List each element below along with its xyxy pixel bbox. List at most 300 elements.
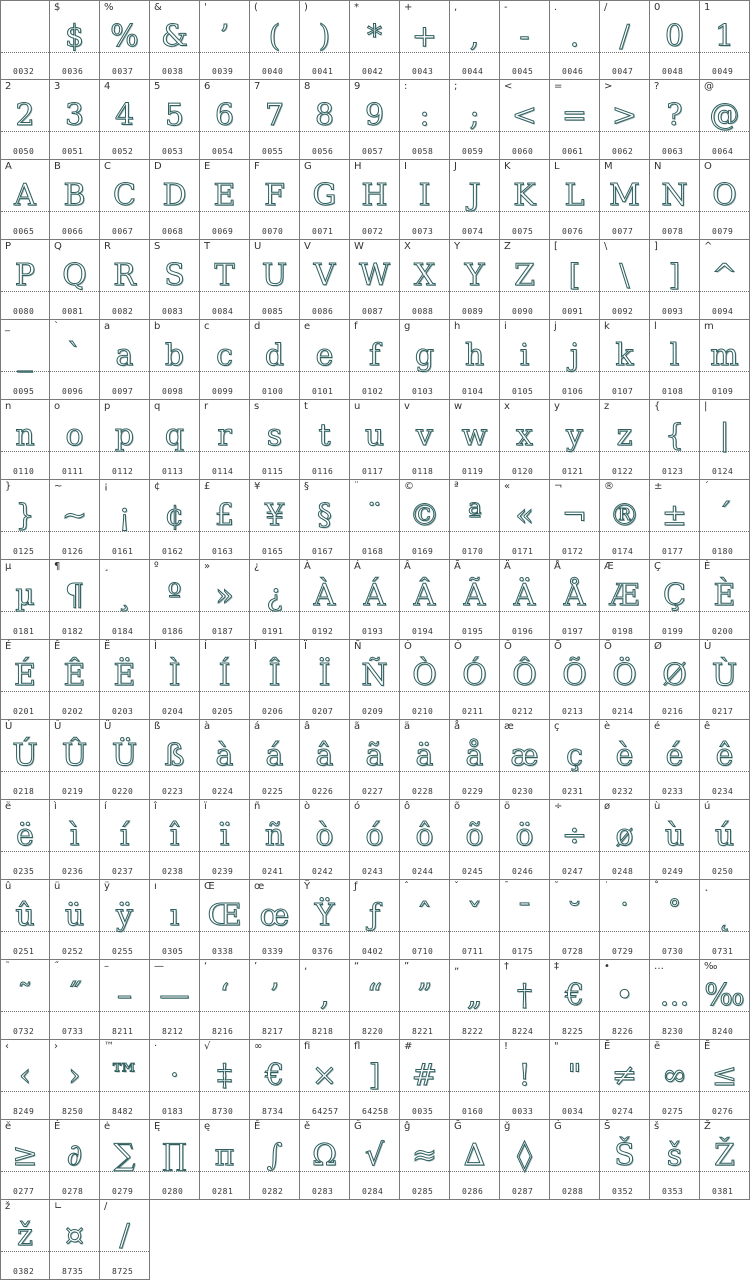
glyph-code: 0042 xyxy=(362,67,384,76)
glyph-code: 0183 xyxy=(162,1107,184,1116)
glyph-preview: 8 xyxy=(314,98,335,133)
glyph-label: æ xyxy=(504,721,514,732)
glyph-code: 0730 xyxy=(662,947,684,956)
glyph-label: W xyxy=(354,241,364,252)
glyph-label: r xyxy=(204,401,209,412)
glyph-code: 0038 xyxy=(162,67,184,76)
glyph-code: 0728 xyxy=(562,947,584,956)
glyph-cell xyxy=(600,560,650,640)
glyph-cell xyxy=(400,0,450,80)
glyph-label: + xyxy=(404,2,413,13)
glyph-label: x xyxy=(504,401,510,412)
glyph-code: 0048 xyxy=(662,67,684,76)
glyph-label: â xyxy=(304,721,311,732)
glyph-cell xyxy=(0,1120,50,1200)
glyph-preview: x xyxy=(516,418,533,453)
glyph-code: 0174 xyxy=(612,547,634,556)
glyph-code: 0252 xyxy=(62,947,84,956)
glyph-preview: [ xyxy=(568,258,581,293)
glyph-code: 0110 xyxy=(13,467,35,476)
glyph-cell xyxy=(700,720,750,800)
glyph-cell xyxy=(50,960,100,1040)
glyph-code: 0069 xyxy=(212,227,234,236)
glyph-label: q xyxy=(154,401,161,412)
glyph-preview: ’ xyxy=(219,19,230,54)
glyph-label: Ĕ xyxy=(704,1041,711,1052)
glyph-code: 0232 xyxy=(612,787,634,796)
glyph-label: é xyxy=(654,721,661,732)
glyph-preview: c xyxy=(216,338,233,373)
glyph-preview: ı xyxy=(169,898,180,933)
glyph-label: ù xyxy=(654,801,661,812)
glyph-preview: w xyxy=(461,418,488,453)
glyph-preview: 2 xyxy=(15,98,35,133)
glyph-cell xyxy=(650,1040,700,1120)
glyph-code: 0052 xyxy=(112,147,134,156)
glyph-cell xyxy=(150,800,200,880)
glyph-preview: O xyxy=(712,178,737,213)
glyph-cell xyxy=(200,1040,250,1120)
glyph-cell xyxy=(350,80,400,160)
glyph-cell xyxy=(550,80,600,160)
glyph-code: 0106 xyxy=(562,387,584,396)
glyph-label: « xyxy=(504,481,511,492)
glyph-label: S xyxy=(154,241,161,252)
glyph-preview: / xyxy=(619,19,630,54)
glyph-code: 0035 xyxy=(412,1107,434,1116)
glyph-code: 0195 xyxy=(462,627,484,636)
glyph-code: 0053 xyxy=(162,147,184,156)
glyph-cell xyxy=(600,80,650,160)
glyph-preview: Ú xyxy=(12,738,38,773)
glyph-code: 0212 xyxy=(512,707,534,716)
glyph-cell xyxy=(700,0,750,80)
glyph-label: ä xyxy=(404,721,411,732)
glyph-cell xyxy=(700,480,750,560)
glyph-label: 1 xyxy=(704,2,711,13)
glyph-code: 0210 xyxy=(412,707,434,716)
glyph-label: Ñ xyxy=(354,641,362,652)
glyph-preview: â xyxy=(315,738,334,773)
glyph-code: 0731 xyxy=(712,947,734,956)
glyph-code: 0229 xyxy=(462,787,484,796)
glyph-label: i xyxy=(504,321,507,332)
glyph-cell xyxy=(150,80,200,160)
glyph-label: ± xyxy=(654,481,663,492)
glyph-code: 0083 xyxy=(162,307,184,316)
glyph-preview: ª xyxy=(467,498,482,533)
glyph-code: 0091 xyxy=(562,307,584,316)
glyph-label: K xyxy=(504,161,511,172)
glyph-cell xyxy=(100,160,150,240)
glyph-preview: . xyxy=(569,19,580,54)
glyph-cell xyxy=(200,80,250,160)
glyph-cell xyxy=(50,720,100,800)
glyph-cell xyxy=(0,480,50,560)
glyph-cell xyxy=(350,880,400,960)
glyph-label: ™ xyxy=(104,1041,114,1052)
glyph-code: 0278 xyxy=(62,1187,84,1196)
glyph-label: ˛ xyxy=(704,881,709,892)
glyph-label: ÿ xyxy=(104,881,110,892)
glyph-preview: ÿ xyxy=(116,898,133,933)
glyph-cell xyxy=(450,1040,500,1120)
glyph-code: 0116 xyxy=(312,467,334,476)
glyph-preview: õ xyxy=(465,818,484,853)
glyph-preview: Ñ xyxy=(361,658,388,693)
glyph-label: ě xyxy=(304,1121,311,1132)
glyph-preview: á xyxy=(265,738,284,773)
glyph-label: ª xyxy=(454,481,459,492)
glyph-preview: ® xyxy=(609,498,640,533)
glyph-cell xyxy=(450,800,500,880)
glyph-preview: ≤ xyxy=(711,1058,738,1093)
glyph-label: ® xyxy=(604,481,614,492)
glyph-code: 8240 xyxy=(712,1027,734,1036)
glyph-preview: ˚ xyxy=(667,898,682,933)
glyph-preview: N xyxy=(661,178,688,213)
glyph-preview: Y xyxy=(464,258,485,293)
glyph-preview: ∫ xyxy=(266,1138,283,1173)
glyph-code: 0729 xyxy=(612,947,634,956)
glyph-cell xyxy=(650,240,700,320)
glyph-label: d xyxy=(254,321,261,332)
glyph-cell xyxy=(150,720,200,800)
glyph-label: - xyxy=(504,2,508,13)
glyph-cell xyxy=(300,1120,350,1200)
glyph-cell xyxy=(450,480,500,560)
glyph-cell xyxy=(150,240,200,320)
glyph-label: # xyxy=(404,1041,413,1052)
glyph-preview: 7 xyxy=(264,98,285,133)
glyph-cell xyxy=(550,720,600,800)
glyph-preview: _ xyxy=(17,338,33,373)
glyph-code: 0250 xyxy=(712,867,734,876)
glyph-code: 0220 xyxy=(112,787,134,796)
glyph-label: c xyxy=(204,321,210,332)
glyph-label: Ě xyxy=(254,1121,261,1132)
glyph-label: ú xyxy=(704,801,711,812)
glyph-preview: ¡ xyxy=(118,498,131,533)
glyph-cell xyxy=(150,0,200,80)
glyph-label: U xyxy=(254,241,262,252)
glyph-code: 0206 xyxy=(262,707,284,716)
glyph-label: í xyxy=(104,801,107,812)
glyph-code: 0073 xyxy=(412,227,434,236)
glyph-code: 0733 xyxy=(62,1027,84,1036)
glyph-label: à xyxy=(204,721,211,732)
glyph-preview: ∂ xyxy=(66,1138,83,1173)
glyph-label: ¨ xyxy=(354,481,359,492)
glyph-preview: É xyxy=(14,658,36,693)
glyph-preview: E xyxy=(213,178,236,213)
glyph-preview: H xyxy=(361,178,388,213)
glyph-label: M xyxy=(604,161,613,172)
glyph-cell xyxy=(100,960,150,1040)
glyph-preview: π xyxy=(214,1138,235,1173)
glyph-label: b xyxy=(154,321,161,332)
glyph-preview: i xyxy=(519,338,530,373)
glyph-code: 0216 xyxy=(662,707,684,716)
glyph-code: 8249 xyxy=(13,1107,35,1116)
glyph-cell xyxy=(200,560,250,640)
glyph-preview: T xyxy=(214,258,235,293)
glyph-label: Ĝ xyxy=(354,1121,362,1132)
glyph-preview: * xyxy=(367,19,382,54)
glyph-cell xyxy=(50,800,100,880)
glyph-code: 0050 xyxy=(13,147,35,156)
glyph-preview: ò xyxy=(315,818,334,853)
glyph-label: > xyxy=(604,81,613,92)
glyph-label: Õ xyxy=(554,641,562,652)
glyph-preview: } xyxy=(15,498,35,533)
glyph-cell xyxy=(500,640,550,720)
glyph-cell xyxy=(300,400,350,480)
glyph-preview: : xyxy=(419,98,430,133)
glyph-cell xyxy=(450,720,500,800)
glyph-code: 0213 xyxy=(562,707,584,716)
glyph-preview: ¯ xyxy=(517,898,532,933)
glyph-label: : xyxy=(404,81,408,92)
glyph-preview: å xyxy=(465,738,484,773)
glyph-code: 0160 xyxy=(462,1107,484,1116)
glyph-cell xyxy=(50,320,100,400)
glyph-cell xyxy=(250,880,300,960)
glyph-label: ñ xyxy=(254,801,261,812)
glyph-code: 0119 xyxy=(462,467,484,476)
glyph-code: 0107 xyxy=(612,387,634,396)
glyph-label: ˚ xyxy=(654,881,659,892)
glyph-label: ò xyxy=(304,801,311,812)
glyph-code: 0033 xyxy=(512,1107,534,1116)
glyph-preview: q xyxy=(164,418,185,453)
glyph-cell xyxy=(600,960,650,1040)
glyph-preview: ‘ xyxy=(219,978,230,1013)
glyph-label: Ž xyxy=(704,1121,711,1132)
glyph-cell xyxy=(350,560,400,640)
glyph-label: Á xyxy=(354,561,361,572)
glyph-preview xyxy=(550,1134,599,1182)
glyph-cell xyxy=(300,640,350,720)
glyph-label: v xyxy=(404,401,410,412)
glyph-code: 0077 xyxy=(612,227,634,236)
glyph-cell xyxy=(250,320,300,400)
glyph-code: 0043 xyxy=(412,67,434,76)
glyph-cell xyxy=(350,1040,400,1120)
glyph-code: 0082 xyxy=(112,307,134,316)
glyph-code: 0172 xyxy=(562,547,584,556)
glyph-preview: ∏ xyxy=(162,1138,187,1173)
glyph-code: 0169 xyxy=(412,547,434,556)
glyph-preview: Z xyxy=(514,258,535,293)
glyph-code: 0066 xyxy=(62,227,84,236)
glyph-label: 2 xyxy=(5,81,12,92)
glyph-preview: | xyxy=(719,418,730,453)
glyph-preview: = xyxy=(561,98,588,133)
glyph-label: Ù xyxy=(704,641,712,652)
glyph-label: ë xyxy=(5,801,12,812)
glyph-code: 0339 xyxy=(262,947,284,956)
glyph-label: R xyxy=(104,241,111,252)
glyph-cell xyxy=(0,320,50,400)
glyph-cell xyxy=(200,320,250,400)
glyph-label: ì xyxy=(54,801,57,812)
glyph-label: 8 xyxy=(304,81,311,92)
glyph-code: 0047 xyxy=(612,67,634,76)
glyph-preview: Ê xyxy=(63,658,86,693)
glyph-code: 0076 xyxy=(562,227,584,236)
glyph-cell xyxy=(550,240,600,320)
glyph-code: 0194 xyxy=(412,627,434,636)
glyph-cell xyxy=(650,320,700,400)
glyph-cell xyxy=(650,480,700,560)
glyph-label: √ xyxy=(204,1041,211,1052)
glyph-code: 0285 xyxy=(412,1187,434,1196)
glyph-cell xyxy=(100,640,150,720)
glyph-label: y xyxy=(554,401,560,412)
glyph-preview: è xyxy=(615,738,634,773)
glyph-cell xyxy=(450,1120,500,1200)
glyph-preview: - xyxy=(519,19,530,54)
glyph-label: I xyxy=(404,161,407,172)
glyph-preview: “ xyxy=(366,978,383,1013)
glyph-preview: ù xyxy=(664,818,685,853)
glyph-label: ' xyxy=(204,2,207,13)
glyph-label: Ì xyxy=(154,641,157,652)
glyph-cell xyxy=(300,160,350,240)
glyph-code: 0055 xyxy=(262,147,284,156)
glyph-code: 0056 xyxy=(312,147,334,156)
glyph-preview: œ xyxy=(259,898,290,933)
glyph-code: 0086 xyxy=(312,307,334,316)
glyph-preview: ˆ xyxy=(417,898,432,933)
glyph-preview: Ë xyxy=(113,658,136,693)
glyph-label: % xyxy=(104,2,114,13)
glyph-preview xyxy=(450,1054,499,1102)
glyph-preview: æ xyxy=(510,738,539,773)
glyph-label: h xyxy=(454,321,461,332)
glyph-label: Ú xyxy=(5,721,13,732)
glyph-cell xyxy=(450,0,500,80)
glyph-cell xyxy=(400,1120,450,1200)
glyph-code: 8730 xyxy=(212,1107,234,1116)
glyph-cell xyxy=(300,480,350,560)
glyph-cell xyxy=(150,1040,200,1120)
glyph-code: 0079 xyxy=(712,227,734,236)
glyph-code: 0165 xyxy=(262,547,284,556)
glyph-preview: # xyxy=(411,1058,438,1093)
glyph-label: Ę xyxy=(154,1121,161,1132)
glyph-cell xyxy=(200,0,250,80)
glyph-preview: k xyxy=(615,338,634,373)
glyph-code: 8220 xyxy=(362,1027,384,1036)
glyph-cell xyxy=(250,1120,300,1200)
glyph-label: a xyxy=(104,321,111,332)
glyph-preview: P xyxy=(14,258,36,293)
glyph-preview: ï xyxy=(219,818,230,853)
glyph-label: 7 xyxy=(254,81,261,92)
glyph-code: 0197 xyxy=(562,627,584,636)
glyph-preview: ˝ xyxy=(67,978,82,1013)
glyph-preview: { xyxy=(664,418,685,453)
glyph-preview: A xyxy=(14,178,36,213)
glyph-code: 0249 xyxy=(662,867,684,876)
glyph-code: 8218 xyxy=(312,1027,334,1036)
glyph-preview: … xyxy=(659,978,690,1013)
glyph-label: ˝ xyxy=(54,961,59,972)
glyph-cell xyxy=(650,800,700,880)
glyph-preview: X xyxy=(413,258,436,293)
glyph-cell xyxy=(400,480,450,560)
glyph-preview: o xyxy=(65,418,84,453)
glyph-label: E xyxy=(204,161,211,172)
glyph-cell xyxy=(50,400,100,480)
glyph-code: 0058 xyxy=(412,147,434,156)
glyph-code: 0114 xyxy=(212,467,234,476)
glyph-code: 0276 xyxy=(712,1107,734,1116)
glyph-label: ` xyxy=(54,321,59,332)
glyph-label: . xyxy=(554,2,558,13)
glyph-preview: ‰ xyxy=(704,978,745,1013)
glyph-label: Ø xyxy=(654,641,662,652)
glyph-label: õ xyxy=(454,801,461,812)
glyph-cell xyxy=(650,0,700,80)
glyph-cell xyxy=(50,880,100,960)
glyph-preview: W xyxy=(359,258,390,293)
glyph-cell xyxy=(250,240,300,320)
glyph-label: Û xyxy=(54,721,62,732)
glyph-preview: U xyxy=(261,258,288,293)
glyph-cell xyxy=(400,960,450,1040)
glyph-cell xyxy=(550,800,600,880)
glyph-code: 0286 xyxy=(462,1187,484,1196)
glyph-label: ē xyxy=(654,1041,661,1052)
glyph-label: Œ xyxy=(204,881,215,892)
glyph-code: 0246 xyxy=(512,867,534,876)
glyph-cell xyxy=(150,640,200,720)
glyph-preview: S xyxy=(164,258,185,293)
glyph-code: 0187 xyxy=(212,627,234,636)
glyph-label: G xyxy=(304,161,312,172)
glyph-preview: º xyxy=(167,578,182,613)
glyph-code: 0063 xyxy=(662,147,684,156)
glyph-code: 0088 xyxy=(412,307,434,316)
glyph-code: 0180 xyxy=(712,547,734,556)
glyph-code: 8217 xyxy=(262,1027,284,1036)
glyph-code: 8734 xyxy=(262,1107,284,1116)
glyph-label: £ xyxy=(204,481,211,492)
glyph-preview: û xyxy=(15,898,35,933)
glyph-code: 0184 xyxy=(112,627,134,636)
glyph-cell xyxy=(100,720,150,800)
glyph-code: 0245 xyxy=(462,867,484,876)
glyph-cell xyxy=(600,640,650,720)
glyph-label: T xyxy=(204,241,211,252)
glyph-cell xyxy=(0,640,50,720)
glyph-preview: Ø xyxy=(662,658,687,693)
glyph-code: 0251 xyxy=(13,947,35,956)
glyph-code: 0126 xyxy=(62,547,84,556)
glyph-code: 0203 xyxy=(112,707,134,716)
glyph-cell xyxy=(500,80,550,160)
glyph-label: / xyxy=(104,1201,108,1212)
glyph-preview: ` xyxy=(67,338,82,373)
glyph-cell xyxy=(650,400,700,480)
glyph-code: 0283 xyxy=(312,1187,334,1196)
glyph-preview: 4 xyxy=(114,98,135,133)
glyph-cell xyxy=(500,480,550,560)
glyph-label: · xyxy=(154,1041,158,1052)
